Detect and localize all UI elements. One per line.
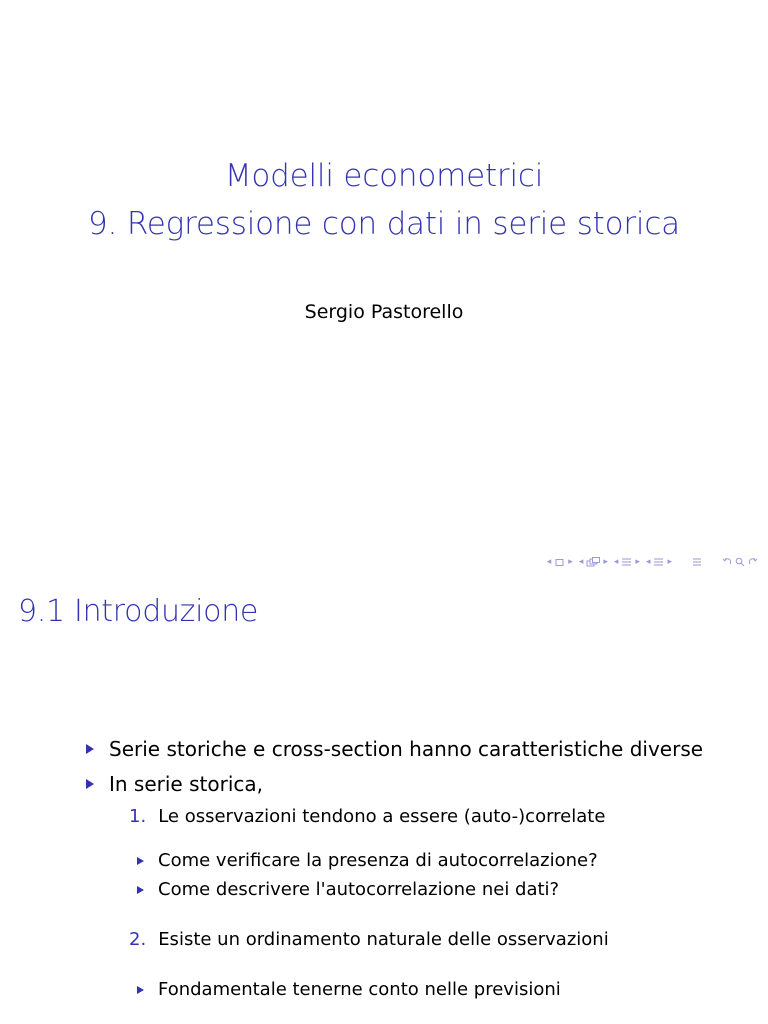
subsection-nav[interactable] xyxy=(579,556,608,568)
nav-right-arrow-icon[interactable]: ▸ xyxy=(667,557,672,567)
back-icon[interactable] xyxy=(722,557,732,567)
item-text: Le osservazioni tendono a essere (auto-)correlate xyxy=(158,806,606,827)
author-name: Sergio Pastorello xyxy=(304,301,464,323)
search-icon[interactable] xyxy=(735,557,745,567)
nav-right-arrow-icon[interactable]: ▸ xyxy=(603,557,608,567)
frame-nav-icon[interactable] xyxy=(554,558,565,567)
frame-title: 9.1 Introduzione xyxy=(18,594,259,629)
forward-icon[interactable] xyxy=(748,557,758,567)
item-number: 1. xyxy=(129,806,147,827)
sub-item-text: Fondamentale tenerne conto nelle previsioni xyxy=(158,979,561,1000)
list-item xyxy=(86,737,703,761)
frame-nav[interactable] xyxy=(547,556,573,568)
search-nav[interactable] xyxy=(722,557,758,567)
presentation-title: Modelli econometrici xyxy=(224,158,544,194)
bullet-text: Serie storiche e cross-section hanno caratteristiche diverse xyxy=(109,737,704,761)
bullet-triangle-icon xyxy=(86,779,94,789)
nav-left-arrow-icon[interactable]: ◂ xyxy=(578,557,584,567)
nav-left-arrow-icon[interactable]: ◂ xyxy=(613,557,619,567)
nav-left-arrow-icon[interactable]: ◂ xyxy=(546,557,552,567)
appendix-nav-icon[interactable] xyxy=(653,557,664,567)
subsection-nav-icon[interactable] xyxy=(586,557,600,567)
numbered-item xyxy=(129,806,605,828)
sub-item-text: Come descrivere l'autocorrelazione nei dati? xyxy=(158,879,560,900)
bullet-list xyxy=(0,576,768,1024)
appendix-nav[interactable] xyxy=(646,556,672,568)
numbered-item xyxy=(129,929,609,951)
bullet-triangle-icon xyxy=(137,986,144,994)
intro-slide xyxy=(0,576,768,1024)
beamer-navigation-bar xyxy=(547,556,758,568)
nav-right-arrow-icon[interactable]: ▸ xyxy=(635,557,640,567)
section-nav-icon[interactable] xyxy=(621,557,632,567)
list-item xyxy=(86,772,263,796)
bullet-text: In serie storica, xyxy=(109,772,263,796)
sub-item-text: Come verificare la presenza di autocorrelazione? xyxy=(158,850,598,871)
item-number: 2. xyxy=(129,929,147,950)
bullet-triangle-icon xyxy=(137,886,144,894)
sub-list-item xyxy=(137,979,561,1001)
nav-left-arrow-icon[interactable]: ◂ xyxy=(645,557,651,567)
nav-right-arrow-icon[interactable]: ▸ xyxy=(568,557,573,567)
section-nav[interactable] xyxy=(614,556,640,568)
bullet-triangle-icon xyxy=(137,857,144,865)
sub-list-item xyxy=(137,879,559,901)
sub-list-item xyxy=(137,850,598,872)
outline-icon[interactable] xyxy=(692,557,702,567)
item-text: Esiste un ordinamento naturale delle osservazioni xyxy=(158,929,609,950)
presentation-subtitle: 9. Regressione con dati in serie storica xyxy=(88,206,680,242)
bullet-triangle-icon xyxy=(86,744,94,754)
